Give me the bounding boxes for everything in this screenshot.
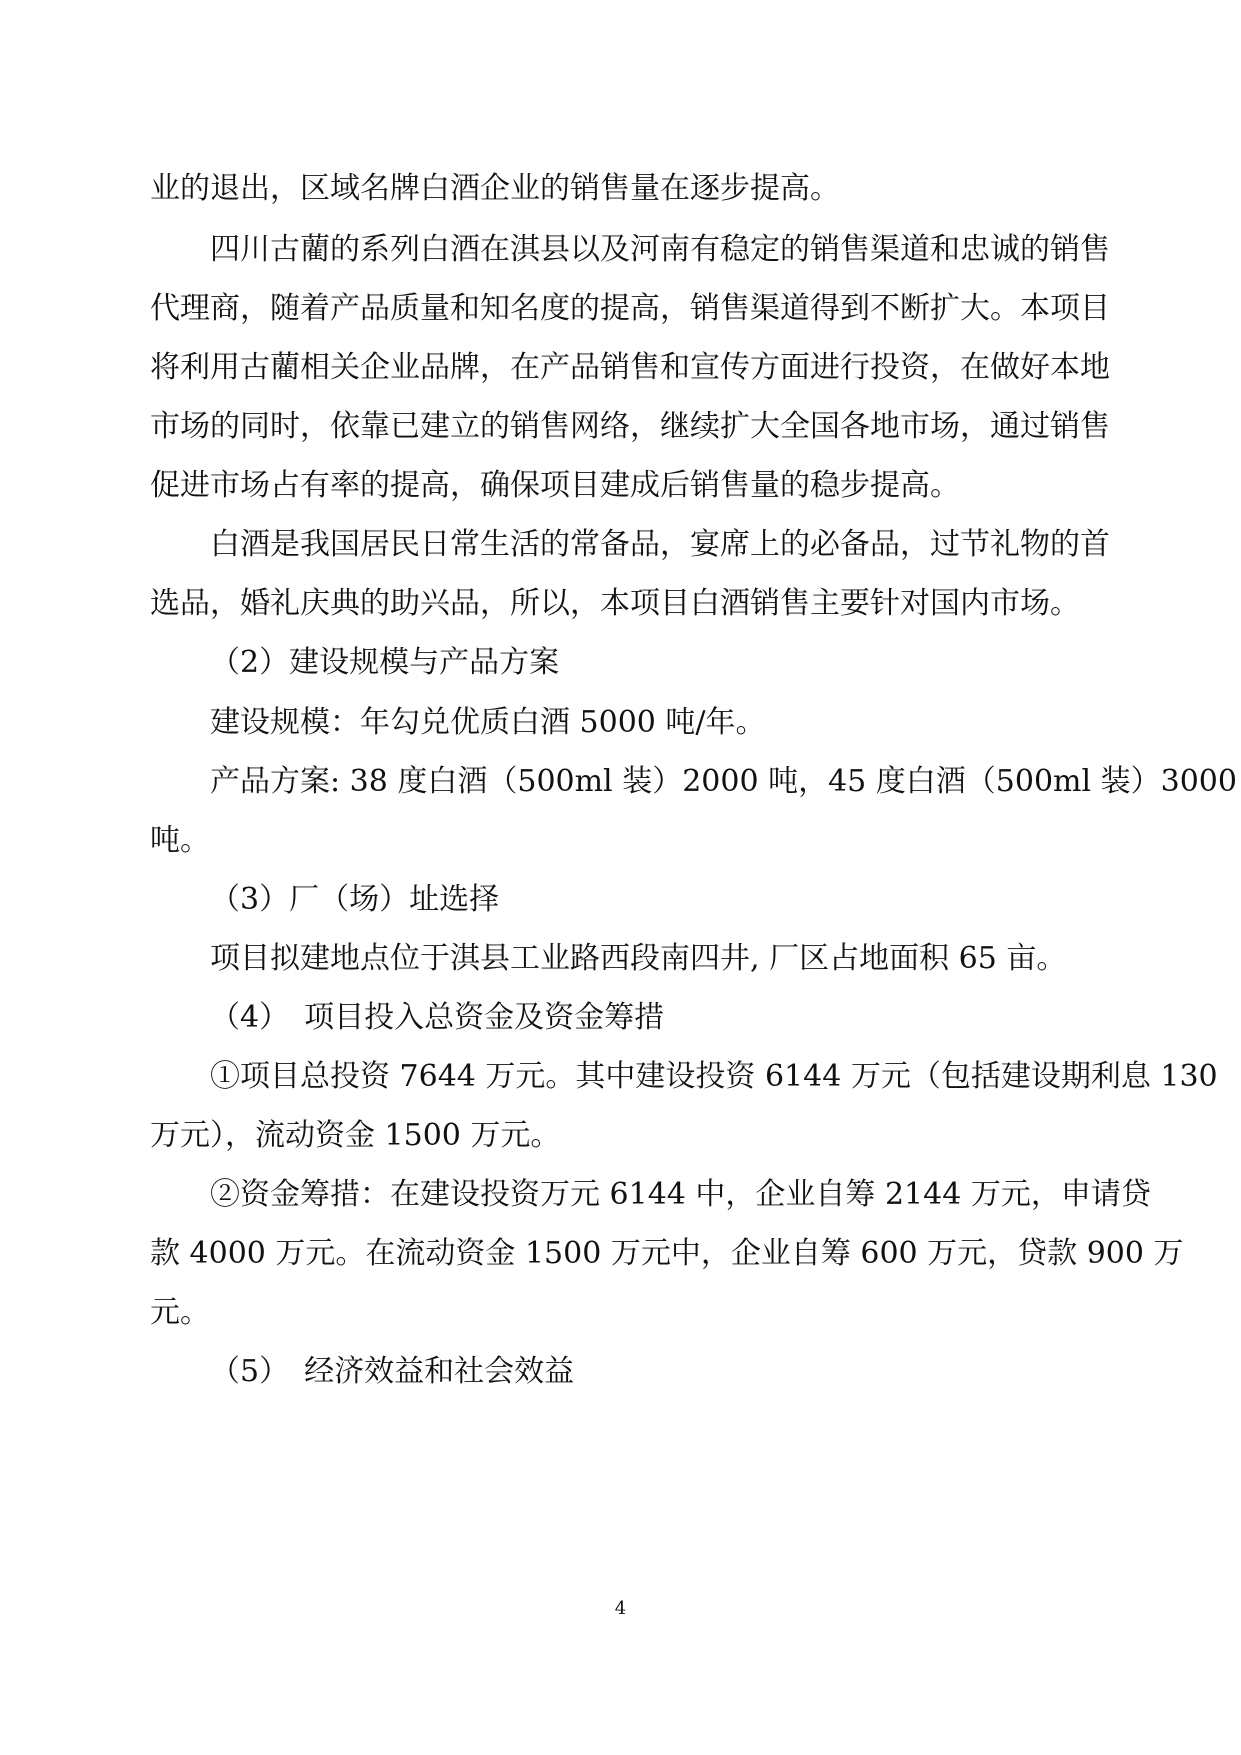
text-line: 建设规模：年勾兑优质白酒 5000 吨/年。: [210, 705, 766, 740]
text-line: ②资金筹措：在建设投资万元 6144 中，企业自筹 2144 万元，申请贷: [210, 1177, 1151, 1212]
text-line: 款 4000 万元。在流动资金 1500 万元中，企业自筹 600 万元，贷款 900 万: [150, 1236, 1184, 1271]
section-heading: （5） 经济效益和社会效益: [210, 1354, 575, 1389]
text-line: 白酒是我国居民日常生活的常备品，宴席上的必备品，过节礼物的首: [210, 527, 1110, 562]
text-line: 元。: [150, 1295, 210, 1330]
text-line: 市场的同时，依靠已建立的销售网络，继续扩大全国各地市场，通过销售: [150, 409, 1110, 444]
text-line: 代理商，随着产品质量和知名度的提高，销售渠道得到不断扩大。本项目: [150, 291, 1110, 326]
text-line: 业的退出，区域名牌白酒企业的销售量在逐步提高。: [150, 171, 840, 206]
text-line: 项目拟建地点位于淇县工业路西段南四井, 厂区占地面积 65 亩。: [210, 941, 1067, 976]
text-line: 四川古藺的系列白酒在淇县以及河南有稳定的销售渠道和忠诚的销售: [210, 232, 1110, 267]
text-line: 促进市场占有率的提高，确保项目建成后销售量的稳步提高。: [150, 468, 960, 503]
page-number: 4: [614, 1598, 627, 1619]
text-line: 万元），流动资金 1500 万元。: [150, 1118, 561, 1153]
section-heading: （4） 项目投入总资金及资金筹措: [210, 1000, 665, 1035]
section-heading: （2）建设规模与产品方案: [210, 645, 560, 680]
text-line: 将利用古藺相关企业品牌，在产品销售和宣传方面进行投资，在做好本地: [150, 350, 1110, 385]
text-line: 产品方案: 38 度白酒（500ml 装）2000 吨，45 度白酒（500ml 装）3000: [210, 764, 1237, 799]
text-line: 选品，婚礼庆典的助兴品，所以，本项目白酒销售主要针对国内市场。: [150, 586, 1080, 621]
text-line: 吨。: [150, 823, 210, 858]
text-line: ①项目总投资 7644 万元。其中建设投资 6144 万元（包括建设期利息 130: [210, 1059, 1218, 1094]
section-heading: （3）厂（场）址选择: [210, 882, 500, 917]
